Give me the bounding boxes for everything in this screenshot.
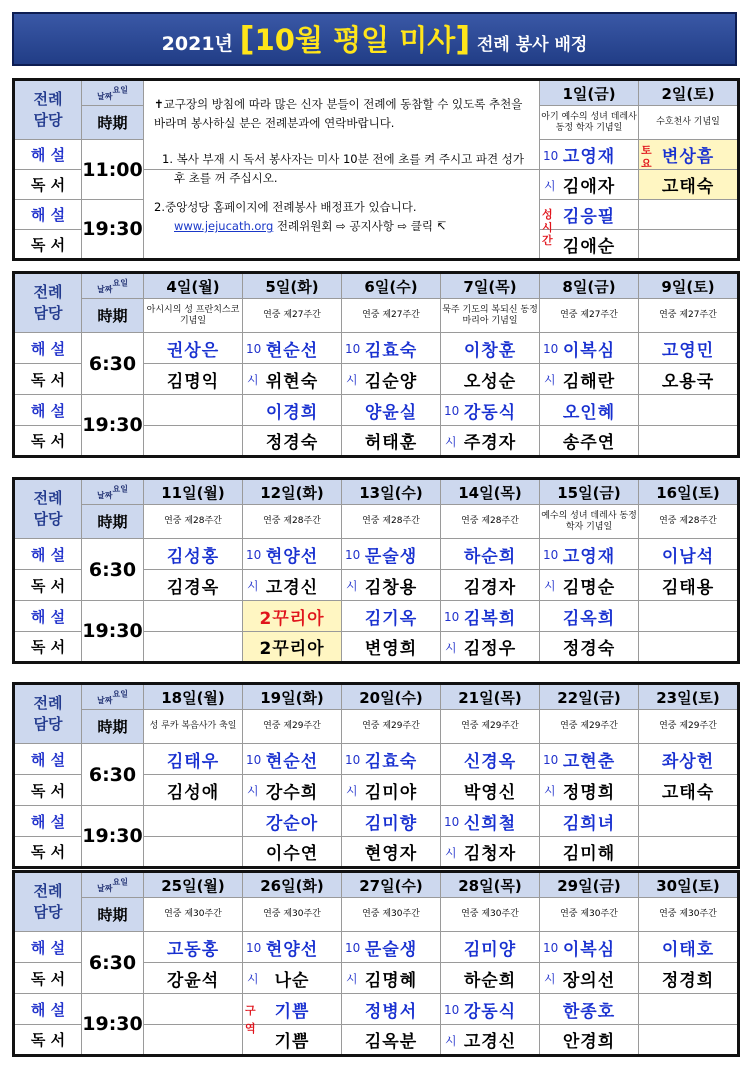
mass-time: 6:30	[82, 333, 144, 395]
assignment-cell: 10 고영재	[540, 140, 639, 170]
date-header: 날짜$^{요일}$	[82, 479, 144, 505]
day-season: 연중 제27주간	[342, 299, 441, 333]
reading-label: 독 서	[14, 230, 82, 260]
assignment-cell: 한종호	[540, 994, 639, 1025]
day-header: 21일(목)	[441, 684, 540, 710]
assignment-cell: 안경희	[540, 1025, 639, 1056]
assignment-cell: 신경옥	[441, 744, 540, 775]
day-header: 28일(목)	[441, 872, 540, 898]
assignment-cell: 10 현순선	[243, 333, 342, 364]
assignment-cell: 토 요 변상흠	[639, 140, 739, 170]
reading-label: 독 서	[14, 426, 82, 457]
day-header: 30일(토)	[639, 872, 739, 898]
assignment-cell	[144, 632, 243, 663]
assignment-cell: 이경희	[243, 395, 342, 426]
assignment-cell: 고영민	[639, 333, 739, 364]
assignment-cell: 정경숙	[243, 426, 342, 457]
assignment-cell: 송주연	[540, 426, 639, 457]
date-header: 날짜$^{요일}$	[82, 273, 144, 299]
day-season: 연중 제29주간	[441, 710, 540, 744]
holy-hour-marker: 성 시 간	[542, 208, 553, 247]
assignment-cell	[639, 837, 739, 868]
assignment-cell: 김옥분	[342, 1025, 441, 1056]
assignment-cell: 시 김정우	[441, 632, 540, 663]
mass-time: 11:00	[82, 140, 144, 200]
assignment-cell: 이태호	[639, 932, 739, 963]
day-season: 성 루카 복음사가 축일	[144, 710, 243, 744]
reading-label: 독 서	[14, 775, 82, 806]
assignment-cell: 강윤석	[144, 963, 243, 994]
notice-text: ✝교구장의 방침에 따라 많은 신자 분들이 전례에 동참할 수 있도록 추천을 바라며 봉사하실 분은 전례분과에 연락바랍니다.	[144, 80, 540, 170]
day-header: 1일(금)	[540, 80, 639, 106]
assignment-cell: 하순희	[441, 539, 540, 570]
day-season: 묵주 기도의 복되신 동정 마리아 기념일	[441, 299, 540, 333]
assignment-cell: 하순희	[441, 963, 540, 994]
assignment-cell: 박영신	[441, 775, 540, 806]
commentary-label: 해 설	[14, 601, 82, 632]
day-header: 27일(수)	[342, 872, 441, 898]
assignment-cell: 시 고경신	[441, 1025, 540, 1056]
assignment-cell	[144, 1025, 243, 1056]
day-header: 4일(월)	[144, 273, 243, 299]
assignment-cell	[144, 994, 243, 1025]
assignment-cell: 시 나순	[243, 963, 342, 994]
day-season: 연중 제28주간	[441, 505, 540, 539]
assignment-cell: 10 고영재	[540, 539, 639, 570]
assignment-cell: 김경자	[441, 570, 540, 601]
day-season: 연중 제29주간	[243, 710, 342, 744]
mass-time: 6:30	[82, 932, 144, 994]
day-header: 8일(금)	[540, 273, 639, 299]
assignment-cell	[639, 426, 739, 457]
assignment-cell: 10 신희철	[441, 806, 540, 837]
assignment-cell: 고태숙	[639, 170, 739, 200]
first-days-table	[12, 78, 740, 261]
assignment-cell: 오인혜	[540, 395, 639, 426]
reading-label: 독 서	[14, 837, 82, 868]
assignment-cell: 정경희	[639, 963, 739, 994]
reading-label: 독 서	[14, 963, 82, 994]
day-header: 25일(월)	[144, 872, 243, 898]
assignment-cell: 이수연	[243, 837, 342, 868]
assignment-cell: 김미해	[540, 837, 639, 868]
district-marker: 구 역	[245, 1004, 256, 1035]
day-season: 연중 제30주간	[144, 898, 243, 932]
assignment-cell: 김희녀	[540, 806, 639, 837]
period-label: 時期	[82, 505, 144, 539]
commentary-label: 해 설	[14, 333, 82, 364]
day-season: 아기 예수의 성녀 데레사 동정 학자 기념일	[540, 106, 639, 140]
assignment-cell: 2꾸리아	[243, 632, 342, 663]
assignment-cell: 시 김창용	[342, 570, 441, 601]
day-season: 연중 제30주간	[342, 898, 441, 932]
assignment-cell: 현영자	[342, 837, 441, 868]
commentary-label: 해 설	[14, 200, 82, 230]
date-header: 날짜$^{요일}$	[82, 80, 144, 106]
assignment-cell: 성 시 간 김응필	[540, 200, 639, 230]
saturday-vigil-marker: 토 요	[641, 144, 652, 170]
day-season: 연중 제30주간	[639, 898, 739, 932]
day-season: 아시시의 성 프란치스코 기념일	[144, 299, 243, 333]
assignment-cell: 정병서	[342, 994, 441, 1025]
commentary-label: 해 설	[14, 744, 82, 775]
assignment-cell: 구 역 기쁨	[243, 994, 342, 1025]
reading-label: 독 서	[14, 632, 82, 663]
day-season: 연중 제30주간	[540, 898, 639, 932]
role-header: 전례 담당	[14, 479, 82, 539]
assignment-cell: 고동홍	[144, 932, 243, 963]
mass-time: 19:30	[82, 994, 144, 1056]
day-header: 13일(수)	[342, 479, 441, 505]
day-header: 12일(화)	[243, 479, 342, 505]
role-header: 전례 담당	[14, 684, 82, 744]
assignment-cell	[144, 806, 243, 837]
assignment-cell: 시 김순양	[342, 364, 441, 395]
assignment-cell: 오용국	[639, 364, 739, 395]
assignment-cell: 10 이복심	[540, 333, 639, 364]
assignment-cell: 10 문술생	[342, 539, 441, 570]
day-season: 연중 제28주간	[144, 505, 243, 539]
day-header: 7일(목)	[441, 273, 540, 299]
role-header: 전례 담당	[14, 273, 82, 333]
assignment-cell: 좌상헌	[639, 744, 739, 775]
date-header: 날짜$^{요일}$	[82, 684, 144, 710]
assignment-cell: 김애순	[540, 230, 639, 260]
day-header: 16일(토)	[639, 479, 739, 505]
period-label: 時期	[82, 106, 144, 140]
reading-label: 독 서	[14, 364, 82, 395]
assignment-cell: 시 강수희	[243, 775, 342, 806]
assignment-cell: 10 강동식	[441, 994, 540, 1025]
assignment-cell: 10 고현춘	[540, 744, 639, 775]
week-table	[12, 870, 740, 1057]
assignment-cell: 10 김효숙	[342, 744, 441, 775]
page-title: 2021년 [10월 평일 미사] 전례 봉사 배정	[12, 12, 737, 66]
day-header: 19일(화)	[243, 684, 342, 710]
assignment-cell: 10 현양선	[243, 539, 342, 570]
assignment-cell: 양윤실	[342, 395, 441, 426]
day-season: 연중 제28주간	[342, 505, 441, 539]
assignment-cell: 10 김복희	[441, 601, 540, 632]
reading-label: 독 서	[14, 1025, 82, 1056]
week-table	[12, 682, 740, 869]
day-header: 26일(화)	[243, 872, 342, 898]
mass-time: 19:30	[82, 601, 144, 663]
day-season: 수호천사 기념일	[639, 106, 739, 140]
assignment-cell: 김기옥	[342, 601, 441, 632]
assignment-cell: 시 김애자	[540, 170, 639, 200]
day-season: 예수의 성녀 데레사 동정 학자 기념일	[540, 505, 639, 539]
assignment-cell: 강순아	[243, 806, 342, 837]
assignment-cell	[639, 200, 739, 230]
assignment-cell: 시 김명순	[540, 570, 639, 601]
day-season: 연중 제28주간	[639, 505, 739, 539]
assignment-cell	[639, 1025, 739, 1056]
assignment-cell: 권상은	[144, 333, 243, 364]
assignment-cell: 김태우	[144, 744, 243, 775]
day-header: 5일(화)	[243, 273, 342, 299]
day-season: 연중 제27주간	[540, 299, 639, 333]
assignment-cell: 오성순	[441, 364, 540, 395]
assignment-cell: 시 김해란	[540, 364, 639, 395]
assignment-cell: 김태용	[639, 570, 739, 601]
mass-time: 6:30	[82, 744, 144, 806]
week-table	[12, 477, 740, 664]
assignment-cell: 시 김미야	[342, 775, 441, 806]
mass-time: 19:30	[82, 395, 144, 457]
reading-label: 독 서	[14, 170, 82, 200]
assignment-cell	[144, 426, 243, 457]
assignment-cell: 변영희	[342, 632, 441, 663]
day-season: 연중 제27주간	[243, 299, 342, 333]
commentary-label: 해 설	[14, 140, 82, 170]
period-label: 時期	[82, 299, 144, 333]
day-season: 연중 제29주간	[540, 710, 639, 744]
assignment-cell: 시 주경자	[441, 426, 540, 457]
assignment-cell	[144, 601, 243, 632]
assignment-cell: 2꾸리아	[243, 601, 342, 632]
assignment-cell: 정경숙	[540, 632, 639, 663]
assignment-cell: 김경옥	[144, 570, 243, 601]
assignment-cell: 김미향	[342, 806, 441, 837]
assignment-cell: 시 고경신	[243, 570, 342, 601]
day-season: 연중 제28주간	[243, 505, 342, 539]
commentary-label: 해 설	[14, 994, 82, 1025]
day-header: 14일(목)	[441, 479, 540, 505]
day-header: 15일(금)	[540, 479, 639, 505]
day-header: 11일(월)	[144, 479, 243, 505]
assignment-cell: 이남석	[639, 539, 739, 570]
day-header: 22일(금)	[540, 684, 639, 710]
day-season: 연중 제27주간	[639, 299, 739, 333]
assignment-cell	[639, 994, 739, 1025]
day-header: 20일(수)	[342, 684, 441, 710]
day-season: 연중 제29주간	[342, 710, 441, 744]
assignment-cell: 시 장의선	[540, 963, 639, 994]
commentary-label: 해 설	[14, 395, 82, 426]
assignment-cell: 기쁨	[243, 1025, 342, 1056]
period-label: 時期	[82, 898, 144, 932]
assignment-cell	[144, 395, 243, 426]
mass-time: 19:30	[82, 200, 144, 260]
assignment-cell: 김성홍	[144, 539, 243, 570]
assignment-cell	[639, 601, 739, 632]
day-header: 23일(토)	[639, 684, 739, 710]
assignment-cell: 시 김명혜	[342, 963, 441, 994]
assignment-cell: 이창훈	[441, 333, 540, 364]
assignment-cell: 10 강동식	[441, 395, 540, 426]
assignment-cell: 시 정명희	[540, 775, 639, 806]
assignment-cell: 시 김청자	[441, 837, 540, 868]
notice-list: 1. 복사 부재 시 독서 봉사자는 미사 10분 전에 초를 켜 주시고 파견 성가 후 초를 꺼 주십시오. 2.중앙성당 홈페이지에 전례봉사 배정표가 있습니다. www.jejucath.org 전례위원회 ⇨ 공지사항 ⇨ 클릭 ↸	[144, 170, 540, 260]
assignment-cell: 고태숙	[639, 775, 739, 806]
day-header: 18일(월)	[144, 684, 243, 710]
assignment-cell	[144, 837, 243, 868]
assignment-cell	[639, 395, 739, 426]
commentary-label: 해 설	[14, 539, 82, 570]
assignment-cell: 10 문술생	[342, 932, 441, 963]
assignment-cell: 김옥희	[540, 601, 639, 632]
assignment-cell: 10 현양선	[243, 932, 342, 963]
role-header: 전례 담당	[14, 80, 82, 140]
assignment-cell: 10 이복심	[540, 932, 639, 963]
assignment-cell: 김성애	[144, 775, 243, 806]
assignment-cell: 10 김효숙	[342, 333, 441, 364]
mass-time: 19:30	[82, 806, 144, 868]
day-header: 2일(토)	[639, 80, 739, 106]
assignment-cell	[639, 632, 739, 663]
assignment-cell: 김미양	[441, 932, 540, 963]
day-season: 연중 제30주간	[441, 898, 540, 932]
assignment-cell: 허태훈	[342, 426, 441, 457]
assignment-cell	[639, 230, 739, 260]
day-header: 6일(수)	[342, 273, 441, 299]
week-table	[12, 271, 740, 458]
reading-label: 독 서	[14, 570, 82, 601]
date-header: 날짜$^{요일}$	[82, 872, 144, 898]
period-label: 時期	[82, 710, 144, 744]
commentary-label: 해 설	[14, 806, 82, 837]
site-link[interactable]: www.jejucath.org	[174, 219, 274, 233]
assignment-cell: 시 위현숙	[243, 364, 342, 395]
assignment-cell: 10 현순선	[243, 744, 342, 775]
mass-time: 6:30	[82, 539, 144, 601]
day-season: 연중 제29주간	[639, 710, 739, 744]
assignment-cell	[639, 806, 739, 837]
day-header: 29일(금)	[540, 872, 639, 898]
commentary-label: 해 설	[14, 932, 82, 963]
assignment-cell: 김명익	[144, 364, 243, 395]
day-header: 9일(토)	[639, 273, 739, 299]
day-season: 연중 제30주간	[243, 898, 342, 932]
role-header: 전례 담당	[14, 872, 82, 932]
